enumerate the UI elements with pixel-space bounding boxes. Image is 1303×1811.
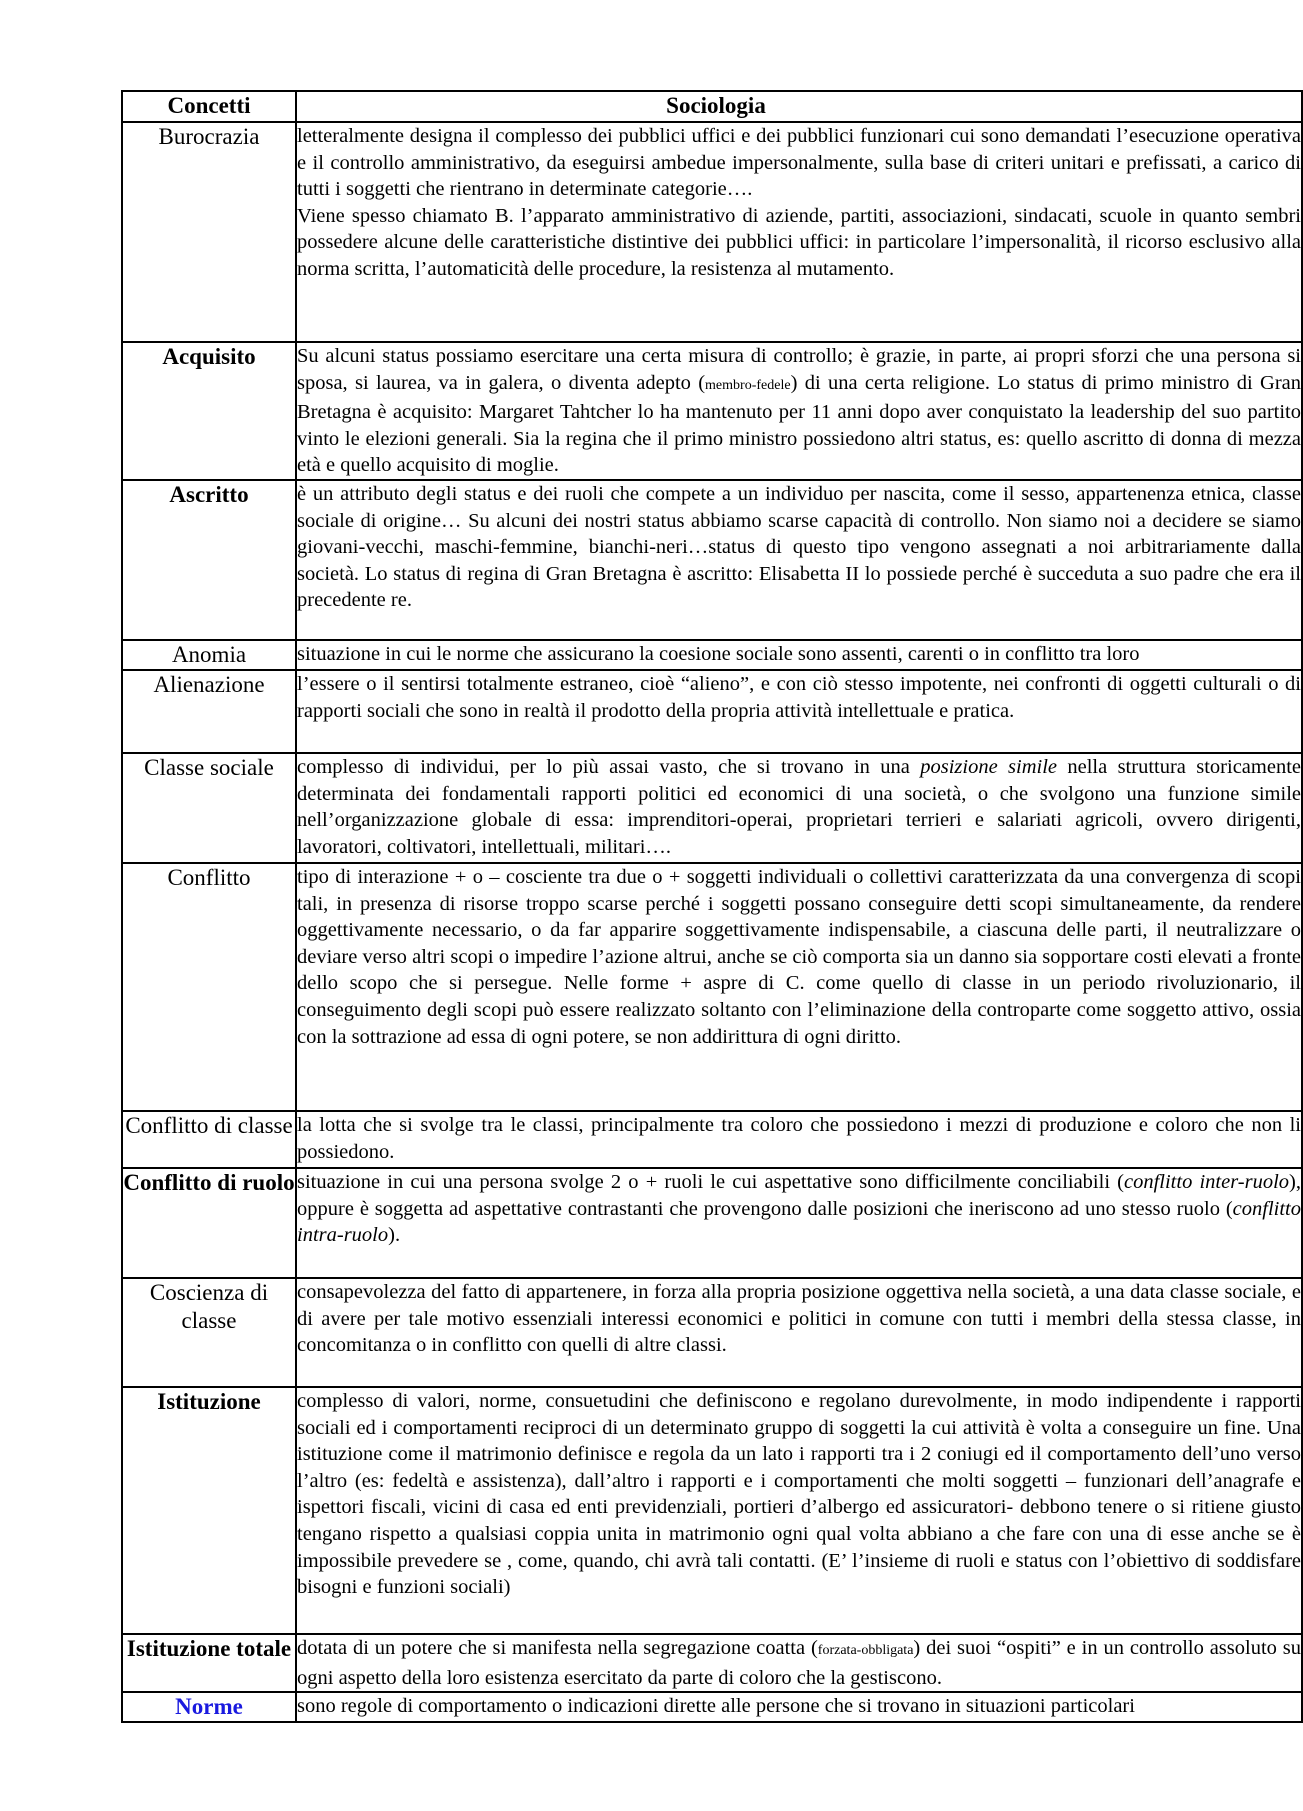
glossary-table bbox=[121, 90, 1303, 1723]
table-row bbox=[122, 863, 1302, 1111]
definition-emphasis: posizione simile bbox=[920, 755, 1058, 778]
definition-text: complesso di individui, per lo più assai vasto, che si trovano in una bbox=[297, 755, 921, 778]
definition-cell: situazione in cui le norme che assicurano la coesione sociale sono assenti, carenti o in conflitto tra loro bbox=[296, 640, 1302, 670]
table-row bbox=[122, 122, 1302, 342]
definition-text: Su alcuni status possiamo esercitare una certa misura di controllo; è grazie, in parte, ai propri sforzi che una persona si sposa, si laurea, va in galera, o diventa adepto ( bbox=[297, 345, 1301, 394]
term-cell: Conflitto di ruolo bbox=[122, 1168, 296, 1278]
definition-emphasis: conflitto inter-ruolo bbox=[1124, 1170, 1290, 1193]
header-concetti: Concetti bbox=[122, 91, 296, 122]
header-sociologia-label: Sociologia bbox=[666, 93, 766, 118]
term-cell: Ascritto bbox=[122, 480, 296, 640]
definition-cell: tipo di interazione + o – cosciente tra due o + soggetti individuali o collettivi caratterizzata da una convergenza di scopi tali, in presenza di risorse troppo scarse perché i soggetti possano conseguire detti scopi simultaneamente, da rendere oggettivamente necessario, o da far apparire soggettivamente indispensabile, a ciascuna delle parti, il neutralizzare o deviare verso altri scopi o impedire l’azione altrui, anche se ciò comporta sia un danno sia sopportare costi elevati a fronte dello scopo che si persegue. Nelle forme + aspre di C. come quello di classe in un periodo rivoluzionario, il conseguimento degli scopi può essere realizzato soltanto con l’eliminazione della controparte come soggetto attivo, ossia con la sottrazione ad essa di ogni potere, se non addirittura di ogni diritto. bbox=[296, 863, 1302, 1111]
definition-text: letteralmente designa il complesso dei pubblici uffici e dei pubblici funzionari cui sono demandati l’esecuzione operativa e il controllo amministrativo, da eseguirsi ambedue impersonalmente, sulla base di criteri unitari e prefissati, a carico di tutti i soggetti che rientrano in determinate categorie…. bbox=[297, 125, 1301, 201]
definition-cell: è un attributo degli status e dei ruoli che compete a un individuo per nascita, come il sesso, appartenenza etnica, classe sociale di origine… Su alcuni dei nostri status abbiamo scarse capacità di controllo. Non siamo noi a decidere se siamo giovani-vecchi, maschi-femmine, bianchi-neri…status di questo tipo vengono assegnati a noi arbitrariamente dalla società. Lo status di regina di Gran Bretagna è ascritto: Elisabetta II lo possiede perché è succeduta a suo padre che era il precedente re. bbox=[296, 480, 1302, 640]
definition-text: ) dei suoi “ospiti” e in un controllo assoluto su ogni aspetto della loro esistenza esercitato da parte di coloro che la gestiscono. bbox=[297, 1636, 1301, 1689]
definition-emphasis: conflitto intra-ruolo bbox=[297, 1197, 1301, 1247]
definition-text: ) di una certa religione. Lo status di primo ministro di Gran Bretagna è acquisito: Margaret Tahtcher lo ha mantenuto per 11 anni dopo aver conquistato la leadership del suo partito vinto le elezioni generali. Sia la regina che il primo ministro possiedono altri status, es: quello ascritto di donna di mezza età e quello acquisito di moglie. bbox=[297, 371, 1301, 477]
table-row bbox=[122, 1387, 1302, 1634]
definition-cell: sono regole di comportamento o indicazioni dirette alle persone che si trovano in situazioni particolari bbox=[296, 1692, 1302, 1722]
definition-cell bbox=[296, 753, 1302, 863]
definition-text: situazione in cui una persona svolge 2 o + ruoli le cui aspettative sono difficilmente conciliabili ( bbox=[297, 1170, 1124, 1193]
header-row bbox=[122, 91, 1302, 122]
definition-cell: l’essere o il sentirsi totalmente estraneo, cioè “alieno”, e con ciò stesso impotente, nei confronti di oggetti culturali o di rapporti sociali che sono in realtà il prodotto della propria attività intellettuale e pratica. bbox=[296, 670, 1302, 753]
term-cell-norme: Norme bbox=[122, 1692, 296, 1722]
term-cell: Classe sociale bbox=[122, 753, 296, 863]
definition-cell: la lotta che si svolge tra le classi, principalmente tra coloro che possiedono i mezzi di produzione e coloro che non li possiedono. bbox=[296, 1111, 1302, 1168]
table-row bbox=[122, 480, 1302, 640]
term-cell: Burocrazia bbox=[122, 122, 296, 342]
definition-cell: complesso di valori, norme, consuetudini che definiscono e regolano durevolmente, in modo indipendente i rapporti sociali ed i comportamenti reciproci di un determinato gruppo di soggetti la cui attività è volta a conseguire un fine. Una istituzione come il matrimonio definisce e regola da un lato i rapporti tra i 2 coniugi ed il comportamento dell’uno verso l’altro (es: fedeltà e assistenza), dall’altro i rapporti e i comportamenti che molti soggetti – funzionari dell’anagrafe e ispettori fiscali, vicini di casa ed enti previdenziali, portieri d’albergo ed assicuratori- debbono tenere o si ritiene giusto tengano rispetto a qualsiasi coppia unita in matrimonio ogni qual volta abbiano a che fare con una di esse anche se è impossibile prevedere se , come, quando, chi avrà tali contatti. (E’ l’insieme di ruoli e status con l’obiettivo di soddisfare bisogni e funzioni sociali) bbox=[296, 1387, 1302, 1634]
definition-note: forzata-obbligata bbox=[817, 1642, 914, 1658]
definition-cell: consapevolezza del fatto di appartenere, in forza alla propria posizione oggettiva nella società, a una data classe sociale, e di avere per tale motivo essenziali interessi economici e politici in comune con tutti i membri della stessa classe, in concomitanza o in conflitto con quelli di altre classi. bbox=[296, 1278, 1302, 1387]
table-row bbox=[122, 1111, 1302, 1168]
table-row bbox=[122, 1168, 1302, 1278]
definition-note: membro-fedele bbox=[705, 377, 791, 393]
table-row bbox=[122, 1692, 1302, 1722]
definition-text: ), oppure è soggetta ad aspettative contrastanti che provengono dalle posizioni che ineriscono ad uno stesso ruolo ( bbox=[297, 1170, 1301, 1220]
term-cell: Conflitto bbox=[122, 863, 296, 1111]
definition-text: ). bbox=[388, 1224, 401, 1247]
term-cell: Conflitto di classe bbox=[122, 1111, 296, 1168]
definition-cell bbox=[296, 1634, 1302, 1692]
header-sociologia bbox=[296, 91, 1302, 122]
definition-cell bbox=[296, 1168, 1302, 1278]
term-cell: Istituzione bbox=[122, 1387, 296, 1634]
definition-text: dotata di un potere che si manifesta nella segregazione coatta ( bbox=[297, 1636, 818, 1659]
table-row bbox=[122, 342, 1302, 480]
definition-cell bbox=[296, 342, 1302, 480]
term-cell: Anomia bbox=[122, 640, 296, 670]
table-row bbox=[122, 640, 1302, 670]
table-row bbox=[122, 753, 1302, 863]
definition-cell bbox=[296, 122, 1302, 342]
definition-text: Viene spesso chiamato B. l’apparato amministrativo di aziende, partiti, associazioni, sindacati, scuole in quanto sembri possedere alcune delle caratteristiche distintive dei pubblici uffici: in particolare l’impersonalità, il ricorso esclusivo alla norma scritta, l’automaticità delle procedure, la resistenza al mutamento. bbox=[297, 204, 1301, 280]
term-cell: Istituzione totale bbox=[122, 1634, 296, 1692]
term-cell: Acquisito bbox=[122, 342, 296, 480]
table-row bbox=[122, 1278, 1302, 1387]
table-row bbox=[122, 1634, 1302, 1692]
table-row bbox=[122, 670, 1302, 753]
definition-text: nella struttura storicamente determinata dei fondamentali rapporti politici ed economici di una società, o che svolgono una funzione simile nell’organizzazione globale di essa: imprenditori-operai, proprietari terrieri e salariati agricoli, ovvero dirigenti, lavoratori, coltivatori, intellettuali, militari…. bbox=[297, 755, 1301, 858]
term-cell: Coscienza di classe bbox=[122, 1278, 296, 1387]
term-cell: Alienazione bbox=[122, 670, 296, 753]
